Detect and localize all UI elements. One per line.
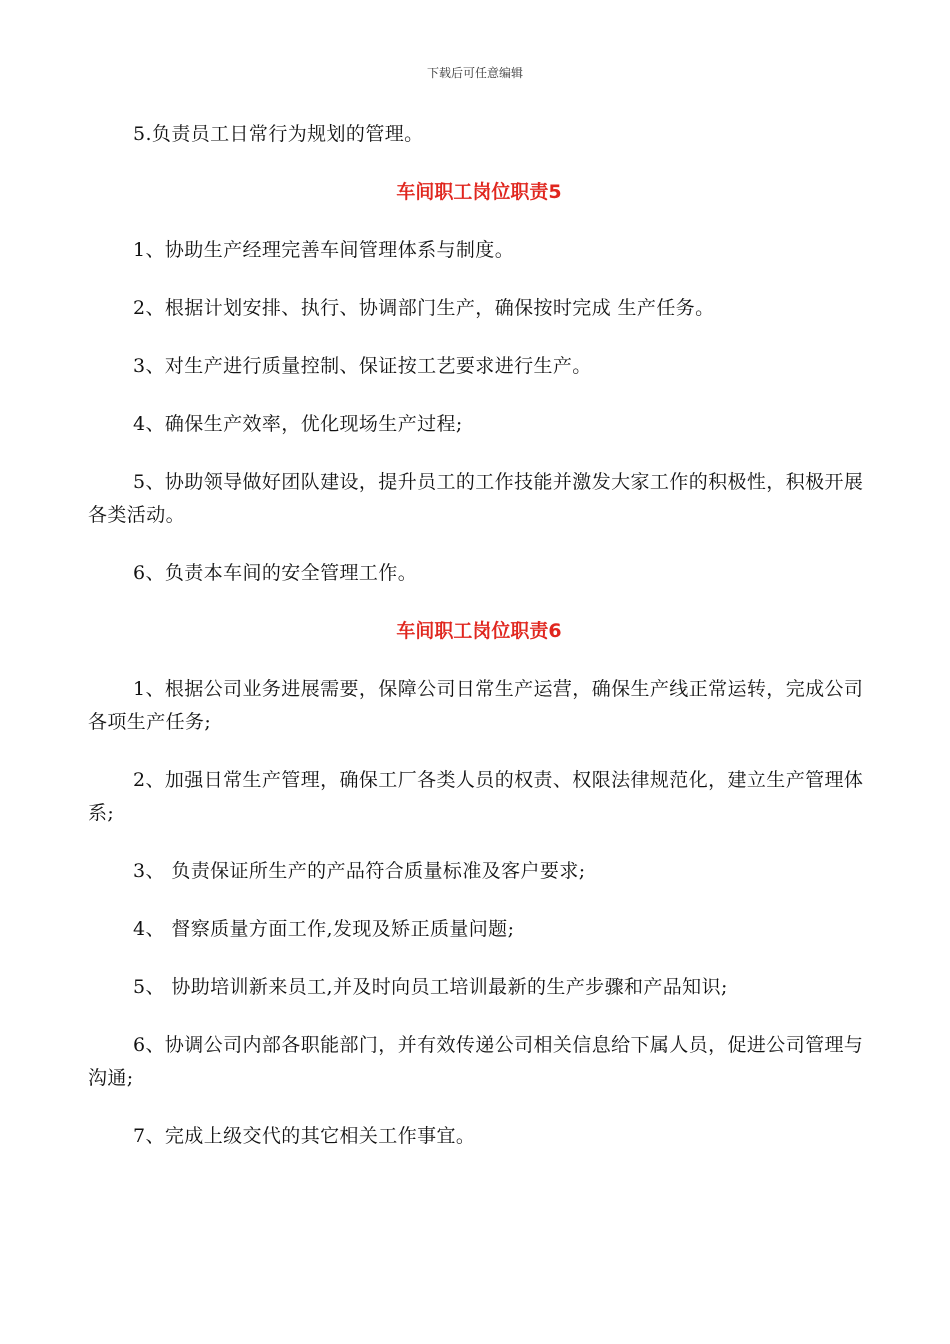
- section-heading: 车间职工岗位职责6: [396, 620, 562, 642]
- paragraph: 2、加强日常生产管理，确保工厂各类人员的权责、权限法律规范化，建立生产管理体系;: [88, 769, 864, 824]
- paragraph: 5、协助领导做好团队建设，提升员工的工作技能并激发大家工作的积极性，积极开展各类活动。: [88, 471, 864, 526]
- paragraph: 4、确保生产效率，优化现场生产过程;: [133, 413, 463, 435]
- paragraph: 1、根据公司业务进展需要，保障公司日常生产运营，确保生产线正常运转，完成公司各项生产任务;: [88, 678, 864, 733]
- paragraph: 5.负责员工日常行为规划的管理。: [133, 123, 424, 145]
- paragraph: 7、完成上级交代的其它相关工作事宜。: [133, 1125, 476, 1147]
- paragraph: 5、 协助培训新来员工,并及时向员工培训最新的生产步骤和产品知识;: [133, 976, 728, 998]
- paragraph: 6、协调公司内部各职能部门，并有效传递公司相关信息给下属人员，促进公司管理与沟通;: [88, 1034, 864, 1089]
- paragraph: 3、 负责保证所生产的产品符合质量标准及客户要求;: [133, 860, 586, 882]
- document-body: [88, 118, 870, 1178]
- paragraph: 6、负责本车间的安全管理工作。: [133, 562, 418, 584]
- paragraph: 2、根据计划安排、执行、协调部门生产，确保按时完成 生产任务。: [133, 297, 715, 319]
- page-header: 下载后可任意编辑: [426, 66, 523, 80]
- section-heading: 车间职工岗位职责5: [396, 181, 562, 203]
- paragraph: 3、对生产进行质量控制、保证按工艺要求进行生产。: [133, 355, 592, 377]
- paragraph: 1、协助生产经理完善车间管理体系与制度。: [133, 239, 515, 261]
- paragraph: 4、 督察质量方面工作,发现及矫正质量问题;: [133, 918, 515, 940]
